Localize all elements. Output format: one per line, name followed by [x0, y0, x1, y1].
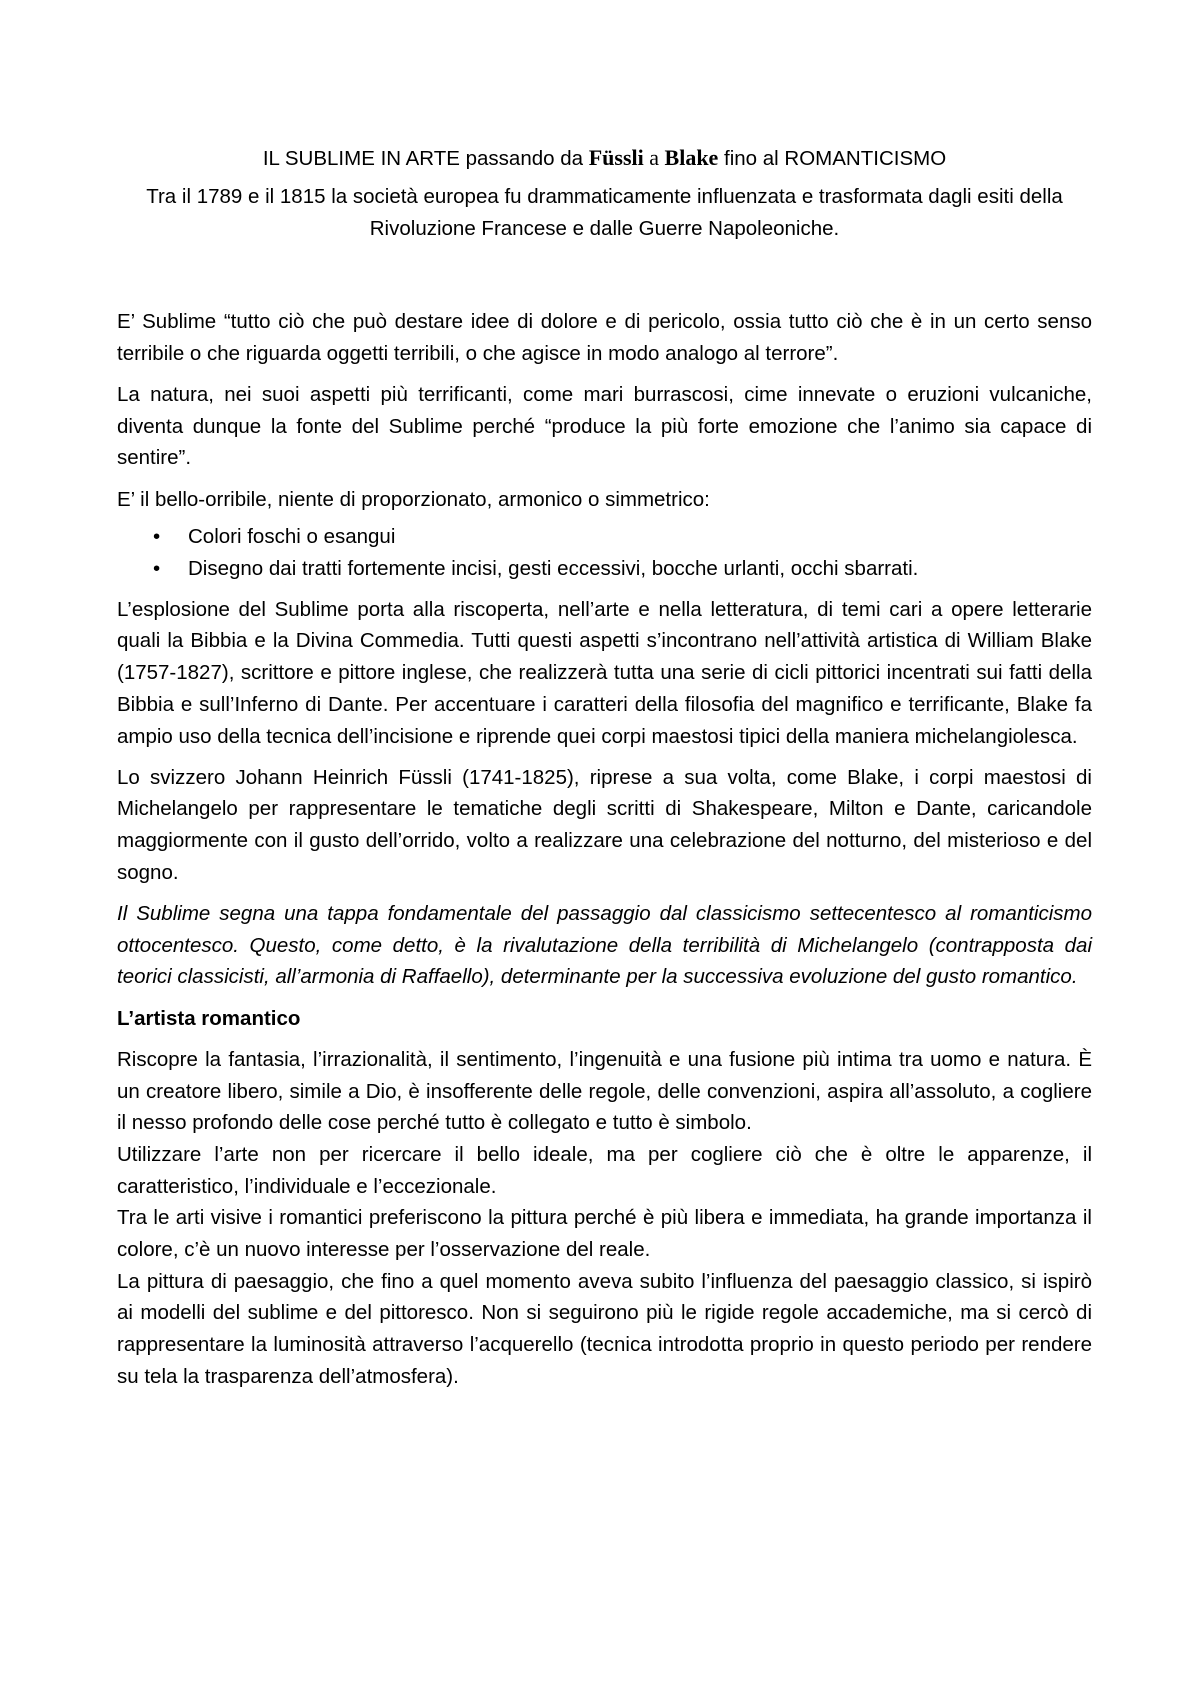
title-part-1: IL SUBLIME IN ARTE passando da	[262, 147, 589, 170]
list-item-text: Disegno dai tratti fortemente incisi, gesti eccessivi, bocche urlanti, occhi sbarrati.	[188, 556, 919, 580]
bullet-icon: •	[153, 524, 161, 548]
title-blake: Blake	[664, 145, 719, 170]
list-item-text: Colori foschi o esangui	[188, 524, 396, 548]
paragraph-utilizzare: Utilizzare l’arte non per ricercare il bello ideale, ma per cogliere ciò che è oltre le apparenze, il caratteristico, l’individuale e l’eccezionale.	[117, 1142, 1092, 1198]
document-page	[117, 142, 1092, 1393]
title-part-3: fino al ROMANTICISMO	[718, 147, 947, 170]
paragraph-arti-visive: Tra le arti visive i romantici preferiscono la pittura perché è più libera e immediata, ha grande importanza il colore, c’è un nuovo interesse per l’osservazione del reale.	[117, 1206, 1092, 1262]
paragraph-sublime-transition: Il Sublime segna una tappa fondamentale del passaggio dal classicismo settecentesco al romanticismo ottocentesco. Questo, come detto, è la rivalutazione della terribilità di Michelangelo (contrapposta dai teorici classicisti, all’armonia di Raffaello), determinante per la successiva evoluzione del gusto romantico.	[117, 902, 1092, 989]
paragraph-riscopre: Riscopre la fantasia, l’irrazionalità, il sentimento, l’ingenuità e una fusione più intima tra uomo e natura. È un creatore libero, simile a Dio, è insofferente delle regole, delle convenzioni, aspira all’assoluto, a cogliere il nesso profondo delle cose perché tutto è collegato e tutto è simbolo.	[117, 1047, 1092, 1135]
list-item	[117, 521, 1092, 553]
list-item	[117, 553, 1092, 585]
title-part-2: a	[643, 145, 665, 170]
section-heading-artista-romantico: L’artista romantico	[117, 1006, 301, 1030]
paragraph-nature: La natura, nei suoi aspetti più terrificanti, come mari burrascosi, cime innevate o eruzioni vulcaniche, diventa dunque la fonte del Sublime perché “produce la più forte emozione che l’animo sia capace di sentire”.	[117, 382, 1092, 470]
document-subtitle: Tra il 1789 e il 1815 la società europea fu drammaticamente influenzata e trasformata dagli esiti della Rivoluzione Francese e dalle Guerre Napoleoniche.	[146, 185, 1063, 240]
paragraph-fussli: Lo svizzero Johann Heinrich Füssli (1741-1825), riprese a sua volta, come Blake, i corpi maestosi di Michelangelo per rappresentare le tematiche degli scritti di Shakespeare, Milton e Dante, caricandole maggiormente con il gusto dell’orrido, volto a realizzare una celebrazione del notturno, del misterioso e del sogno.	[117, 765, 1092, 884]
paragraph-blake: L’esplosione del Sublime porta alla riscoperta, nell’arte e nella letteratura, di temi cari a opere letterarie quali la Bibbia e la Divina Commedia. Tutti questi aspetti s’incontrano nell’attività artistica di William Blake (1757-1827), scrittore e pittore inglese, che realizzerà tutta una serie di cicli pittorici incentrati sui fatti della Bibbia e sull’Inferno di Dante. Per accentuare i caratteri della filosofia del magnifico e terrificante, Blake fa ampio uso della tecnica dell’incisione e riprende quei corpi maestosi tipici della maniera michelangiolesca.	[117, 597, 1092, 748]
bullet-icon: •	[153, 556, 161, 580]
paragraph-paesaggio: La pittura di paesaggio, che fino a quel momento aveva subito l’influenza del paesaggio classico, si ispirò ai modelli del sublime e del pittoresco. Non si seguirono più le rigide regole accademiche, ma si cercò di rappresentare la luminosità attraverso l’acquerello (tecnica introdotta proprio in questo periodo per rendere su tela la trasparenza dell’atmosfera).	[117, 1269, 1092, 1388]
paragraph-sublime-definition: E’ Sublime “tutto ciò che può destare idee di dolore e di pericolo, ossia tutto ciò che è in un certo senso terribile o che riguarda oggetti terribili, o che agisce in modo analogo al terrore”.	[117, 310, 1092, 365]
title-fussli: Füssli	[588, 145, 644, 170]
document-title	[117, 142, 1092, 175]
bullet-list	[117, 521, 1092, 585]
paragraph-bello-orribile: E’ il bello-orribile, niente di proporzionato, armonico o simmetrico:	[117, 487, 710, 511]
